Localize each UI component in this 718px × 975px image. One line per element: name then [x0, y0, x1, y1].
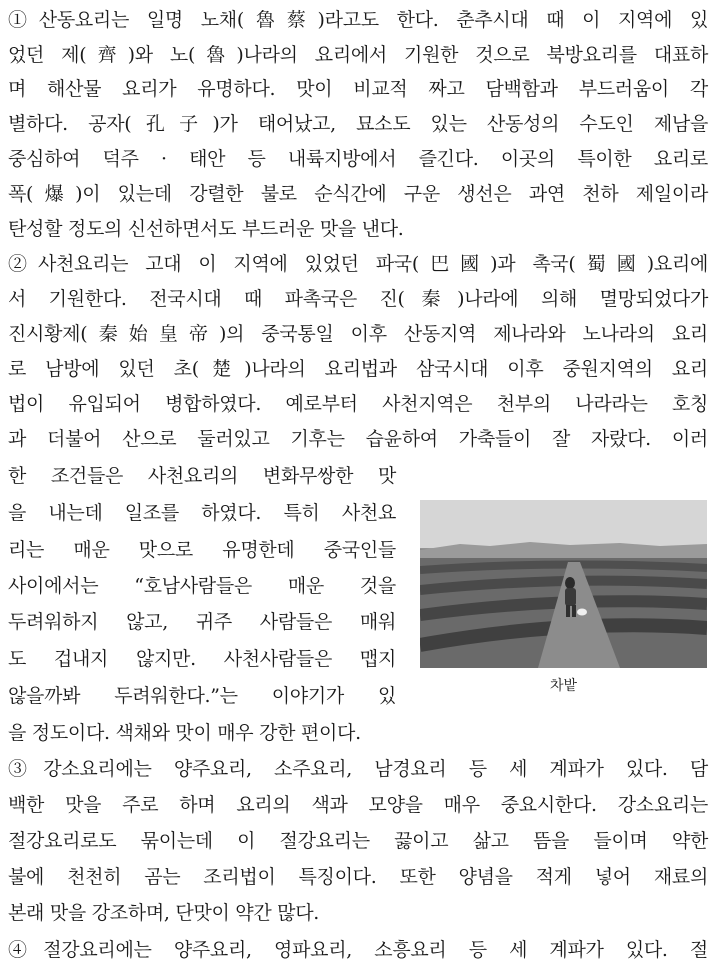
text-line: 리는 매운 맛으로 유명한데 중국인들: [8, 539, 396, 561]
text-line: 서 기원한다. 전국시대 때 파촉국은 진(秦)나라에 의해 멸망되었다가: [8, 288, 708, 310]
text-line: 사이에서는 “호남사람들은 매운 것을: [8, 575, 396, 597]
text-line: 두려워하지 않고, 귀주 사람들은 매워: [8, 611, 396, 633]
text-line: 중심하여 덕주 · 태안 등 내륙지방에서 즐긴다. 이곳의 특이한 요리로: [8, 148, 708, 170]
text-line: 백한 맛을 주로 하며 요리의 색과 모양을 매우 중요시한다. 강소요리는: [8, 794, 708, 816]
text-line: 법이 유입되어 병합하였다. 예로부터 사천지역은 천부의 나라라는 호칭: [8, 393, 708, 415]
text-line: 탄성할 정도의 신선하면서도 부드러운 맛을 낸다.: [8, 218, 404, 240]
text-line: 절강요리로도 묶이는데 이 절강요리는 끓이고 삶고 뜸을 들이며 약한: [8, 830, 708, 852]
text-line: 과 더불어 산으로 둘러있고 기후는 습윤하여 가축들이 잘 자랐다. 이러: [8, 428, 708, 450]
text-line: 진시황제(秦始皇帝)의 중국통일 이후 산동지역 제나라와 노나라의 요리: [8, 323, 708, 345]
text-line: 별하다. 공자(孔子)가 태어났고, 묘소도 있는 산동성의 수도인 제남을: [8, 113, 708, 135]
text-line: 을 정도이다. 색채와 맛이 매우 강한 편이다.: [8, 722, 361, 744]
text-line: ④절강요리에는 양주요리, 영파요리, 소흥요리 등 세 계파가 있다. 절: [8, 939, 708, 961]
tea-field-photo: [420, 500, 707, 668]
text-line: 폭(爆)이 있는데 강렬한 불로 순식간에 구운 생선은 과연 천하 제일이라: [8, 183, 708, 205]
text-line: 도 겁내지 않지만. 사천사람들은 맵지: [8, 648, 396, 670]
figure-caption: 차밭: [549, 678, 578, 694]
text-line: 을 내는데 일조를 하였다. 특히 사천요: [8, 502, 396, 524]
text-line: ①산동요리는 일명 노채(魯蔡)라고도 한다. 춘추시대 때 이 지역에 있: [8, 9, 708, 31]
text-line: 었던 제(齊)와 노(魯)나라의 요리에서 기원한 것으로 북방요리를 대표하: [8, 44, 708, 66]
text-line: ③강소요리에는 양주요리, 소주요리, 남경요리 등 세 계파가 있다. 담: [8, 758, 708, 780]
photo-illustration: [420, 500, 707, 668]
text-line: ②사천요리는 고대 이 지역에 있었던 파국(巴國)과 촉국(蜀國)요리에: [8, 253, 708, 275]
text-line: 불에 천천히 곰는 조리법이 특징이다. 또한 양념을 적게 넣어 재료의: [8, 866, 708, 888]
text-line: 한 조건들은 사천요리의 변화무쌍한 맛: [8, 465, 396, 487]
figure: [420, 500, 707, 696]
text-line: 로 남방에 있던 초(楚)나라의 요리법과 삼국시대 이후 중원지역의 요리: [8, 358, 708, 380]
text-line: 본래 맛을 강조하며, 단맛이 약간 많다.: [8, 902, 319, 924]
text-line: 않을까봐 두려워한다.”는 이야기가 있: [8, 685, 396, 707]
text-line: 며 해산물 요리가 유명하다. 맛이 비교적 짜고 담백함과 부드러움이 각: [8, 78, 708, 100]
